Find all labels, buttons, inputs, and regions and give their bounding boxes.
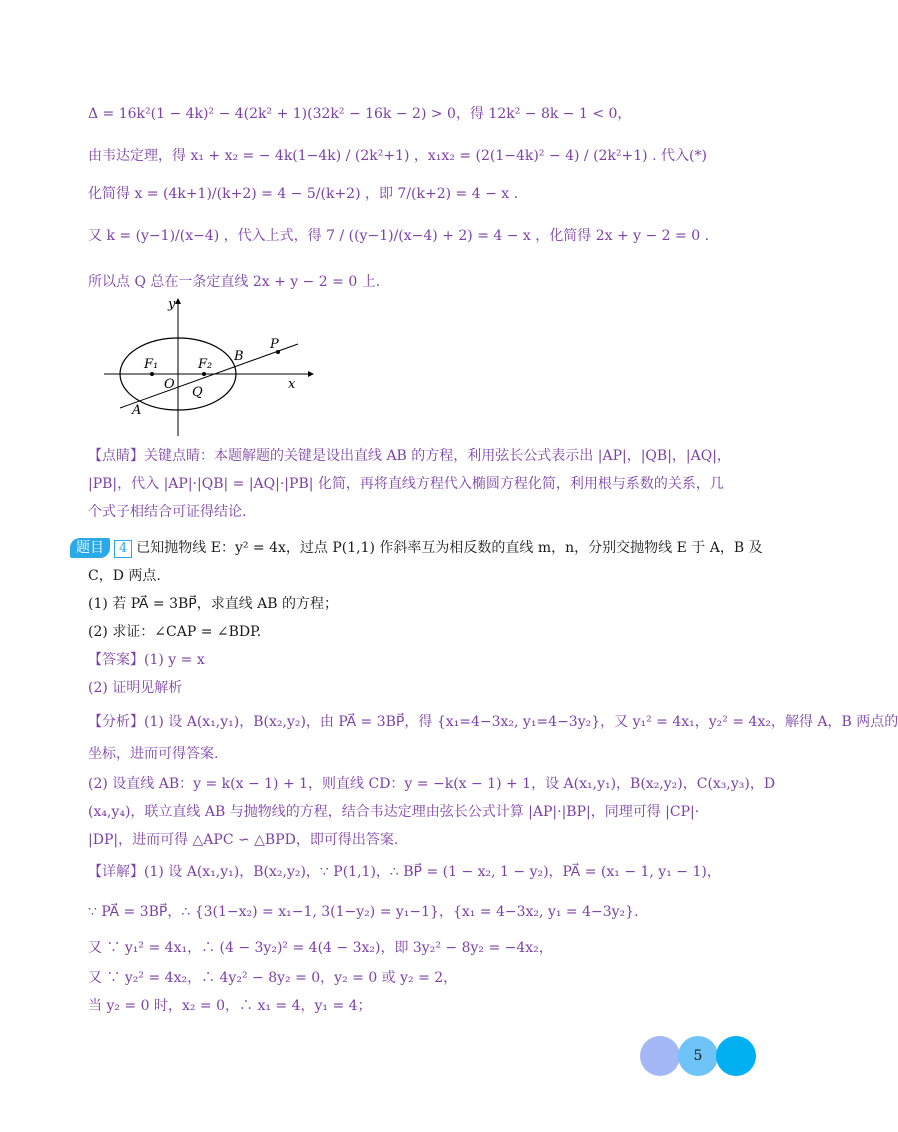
focus-f2-point (202, 372, 206, 376)
text-line: 个式子相结合可证得结论. (88, 504, 247, 520)
text-line: 坐标，进而可得答案. (88, 746, 219, 762)
footer-circle-left (640, 1036, 680, 1076)
x-axis-arrow-icon (308, 371, 314, 377)
text-line: C，D 两点. (88, 568, 161, 584)
problem-tag: 题目 (70, 538, 110, 558)
label-f2: F₂ (198, 357, 213, 372)
problem-number: 4 (114, 540, 132, 558)
text-line: 【详解】(1) 设 A(x₁,y₁)，B(x₂,y₂)，∵ P(1,1)，∴ BP⃗ = (1 − x₂, 1 − y₂)，PA⃗ = (x₁ − 1, y₁ − 1)， (88, 864, 721, 880)
text-line: 又 ∵ y₂² = 4x₂，∴ 4y₂² − 8y₂ = 0，y₂ = 0 或 y₂ = 2， (88, 970, 458, 986)
label-y: y (168, 297, 176, 312)
label-o: O (164, 377, 175, 392)
text-line: |DP|，进而可得 △APC ∽ △BPD，即可得出答案. (88, 832, 399, 848)
text-line: 由韦达定理，得 x₁ + x₂ = − 4k(1−4k) / (2k²+1) ，x₁x₂ = (2(1−4k)² − 4) / (2k²+1) . 代入(*) (88, 148, 707, 164)
text-line: 又 ∵ y₁² = 4x₁，∴ (4 − 3y₂)² = 4(4 − 3x₂)，即 3y₂² − 8y₂ = −4x₂， (88, 940, 553, 956)
text-line: 【点睛】关键点睛：本题解题的关键是设出直线 AB 的方程，利用弦长公式表示出 |AP|，|QB|，|AQ|， (88, 448, 731, 464)
label-f1: F₁ (144, 357, 159, 372)
text-line: 【答案】(1) y = x (88, 652, 205, 668)
text-line: 当 y₂ = 0 时，x₂ = 0，∴ x₁ = 4，y₁ = 4； (88, 998, 372, 1014)
text-line: ∵ PA⃗ = 3BP⃗，∴ {3(1−x₂) = x₁−1, 3(1−y₂) = y₁−1}，{x₁ = 4−3x₂, y₁ = 4−3y₂}. (88, 904, 639, 920)
text-line: (1) 若 PA⃗ = 3BP⃗，求直线 AB 的方程； (88, 596, 339, 612)
label-a: A (132, 403, 142, 418)
label-q: Q (192, 385, 203, 400)
text-line: (x₄,y₄)，联立直线 AB 与抛物线的方程，结合韦达定理由弦长公式计算 |AP|·|BP|，同理可得 |CP|· (88, 804, 700, 820)
line-ap (120, 344, 298, 408)
text-line: (2) 求证：∠CAP = ∠BDP. (88, 624, 262, 640)
text-line: 所以点 Q 总在一条定直线 2x + y − 2 = 0 上. (88, 274, 381, 290)
problem-text: 已知抛物线 E：y² = 4x，过点 P(1,1) 作斜率互为相反数的直线 m，n，分别交抛物线 E 于 A，B 及 (136, 540, 763, 556)
text-line: 又 k = (y−1)/(x−4) ，代入上式，得 7 / ((y−1)/(x−4) + 2) = 4 − x ，化简得 2x + y − 2 = 0 . (88, 228, 710, 244)
footer-circle-right (716, 1036, 756, 1076)
y-axis-arrow-icon (175, 298, 181, 304)
page-number: 5 (678, 1036, 718, 1076)
text-line: 化简得 x = (4k+1)/(k+2) = 4 − 5/(k+2) ，即 7/(k+2) = 4 − x . (88, 186, 519, 202)
text-line: Δ = 16k²(1 − 4k)² − 4(2k² + 1)(32k² − 16k − 2) > 0，得 12k² − 8k − 1 < 0， (88, 106, 632, 122)
text-line: 【分析】(1) 设 A(x₁,y₁)，B(x₂,y₂)，由 PA⃗ = 3BP⃗，得 {x₁=4−3x₂, y₁=4−3y₂}，又 y₁² = 4x₁，y₂² = 4x₂，解得 A，B 两点的 (88, 714, 898, 730)
text-line: |PB|，代入 |AP|·|QB| = |AQ|·|PB| 化简，再将直线方程代入椭圆方程化简，利用根与系数的关系，几 (88, 476, 724, 492)
label-x: x (288, 377, 296, 392)
label-p: P (270, 337, 279, 352)
ellipse-figure (98, 296, 318, 436)
text-line: (2) 设直线 AB：y = k(x − 1) + 1，则直线 CD：y = −k(x − 1) + 1，设 A(x₁,y₁)，B(x₂,y₂)，C(x₃,y₃)，D (88, 776, 776, 792)
label-b: B (234, 349, 244, 364)
text-line: (2) 证明见解析 (88, 680, 183, 696)
problem-heading (70, 538, 763, 558)
focus-f1-point (150, 372, 154, 376)
